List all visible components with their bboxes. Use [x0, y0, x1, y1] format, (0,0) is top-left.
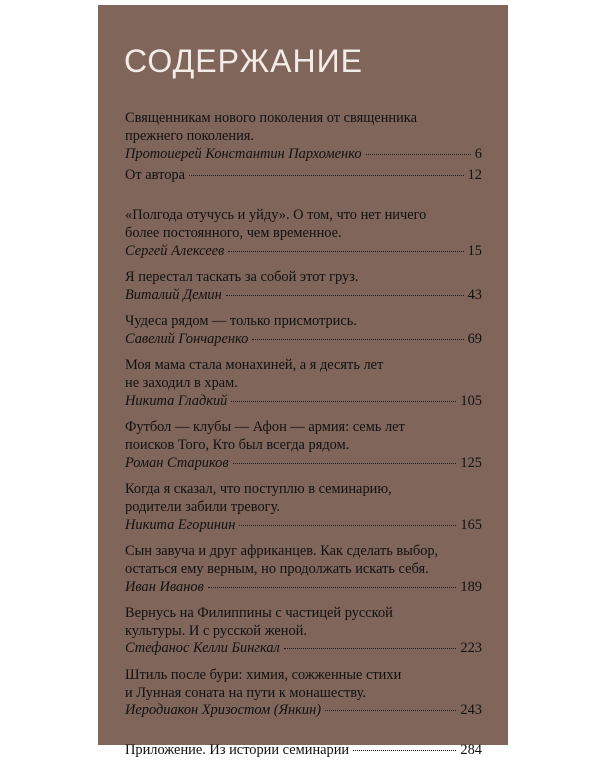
entry-title-line: Сын завуча и друг африканцев. Как сделать выбор,	[125, 542, 439, 559]
dot-leader	[208, 587, 457, 588]
dot-leader	[233, 463, 457, 464]
toc-entry	[125, 110, 482, 163]
dot-leader	[189, 175, 464, 176]
toc-entry	[125, 543, 482, 596]
toc-entry	[125, 742, 482, 760]
entry-author: Протоиерей Константин Пархоменко	[125, 145, 362, 162]
entry-title-line: и Лунная соната на пути к монашеству.	[125, 684, 366, 701]
entry-page-number: 223	[460, 640, 482, 657]
entry-page-number: 284	[460, 742, 482, 759]
dot-leader	[228, 251, 463, 252]
entry-author-row	[125, 640, 482, 658]
entry-author: Стефанос Келли Бингкал	[125, 640, 280, 657]
entry-page-number: 165	[460, 516, 482, 533]
entry-author-row	[125, 331, 482, 349]
entry-author: Сергей Алексеев	[125, 242, 225, 259]
entry-author-row	[125, 167, 482, 185]
toc-entry	[125, 667, 482, 720]
entry-title-line: остаться ему верным, но продолжать искать себя.	[125, 560, 429, 577]
entry-title-line: Чудеса рядом — только присмотрись.	[125, 313, 357, 330]
entry-author: Иван Иванов	[125, 578, 204, 595]
entry-title-line: Священникам нового поколения от священника	[125, 110, 417, 126]
entry-author-row	[125, 579, 482, 597]
dot-leader	[239, 525, 456, 526]
entry-title-line: поисков Того, Кто был всегда рядом.	[125, 436, 350, 453]
entry-author-row	[125, 702, 482, 720]
entry-author-row	[125, 393, 482, 411]
toc-entry	[125, 269, 482, 305]
entry-page-number: 125	[460, 454, 482, 471]
entry-author: Никита Гладкий	[125, 392, 228, 409]
entry-page-number: 43	[467, 286, 482, 303]
toc-entry	[125, 605, 482, 658]
toc-entry	[125, 207, 482, 260]
entry-title: От автора	[125, 167, 185, 184]
dot-leader	[231, 401, 456, 402]
entry-page-number: 12	[467, 167, 482, 184]
dot-leader	[325, 710, 456, 711]
dot-leader	[284, 648, 457, 649]
entry-title-line: «Полгода отучусь и уйду». О том, что нет ничего	[125, 207, 427, 224]
entry-page-number: 189	[460, 578, 482, 595]
toc-entry	[125, 357, 482, 410]
entry-author-row	[125, 146, 482, 164]
toc-entry	[125, 167, 482, 185]
dot-leader	[226, 295, 464, 296]
entry-title-line: прежнего поколения.	[125, 127, 255, 144]
entry-title-line: родители забили тревогу.	[125, 498, 280, 515]
entry-author-row	[125, 517, 482, 535]
entry-title-line: Когда я сказал, что поступлю в семинарию,	[125, 481, 392, 498]
entry-author-row	[125, 243, 482, 261]
entry-title-line: культуры. И с русской женой.	[125, 622, 307, 639]
toc-entry	[125, 481, 482, 534]
entry-page-number: 6	[474, 145, 482, 162]
toc-entry	[125, 419, 482, 472]
entry-author-row	[125, 455, 482, 473]
entry-page-number: 69	[467, 330, 482, 347]
entry-author: Никита Егоринин	[125, 516, 236, 533]
dot-leader	[252, 339, 463, 340]
entry-title-line: не заходил в храм.	[125, 375, 238, 392]
book-page	[98, 5, 508, 759]
entry-author-row	[125, 742, 482, 760]
entry-title-line: Моя мама стала монахиней, а я десять лет	[125, 357, 384, 374]
entry-author: Иеродиакон Хризостом (Янкин)	[125, 702, 322, 719]
entry-author: Савелий Гончаренко	[125, 330, 249, 347]
entry-page-number: 15	[467, 242, 482, 259]
dot-leader	[366, 154, 471, 155]
entry-title-line: более постоянного, чем временное.	[125, 224, 342, 241]
entry-page-number: 243	[460, 702, 482, 719]
page-title: СОДЕРЖАНИЕ	[124, 43, 363, 79]
entry-author-row	[125, 287, 482, 305]
entry-title-line: Я перестал таскать за собой этот груз.	[125, 269, 359, 286]
entry-page-number: 105	[460, 392, 482, 409]
table-of-contents	[125, 110, 482, 768]
toc-entry	[125, 313, 482, 349]
entry-title: Приложение. Из истории семинарии	[125, 742, 350, 759]
entry-title-line: Вернусь на Филиппины с частицей русской	[125, 604, 393, 621]
entry-author: Роман Стариков	[125, 454, 229, 471]
entry-title-line: Футбол — клубы — Афон — армия: семь лет	[125, 419, 405, 436]
entry-title-line: Штиль после бури: химия, сожженные стихи	[125, 666, 402, 683]
dot-leader	[353, 750, 456, 751]
entry-author: Виталий Демин	[125, 286, 222, 303]
